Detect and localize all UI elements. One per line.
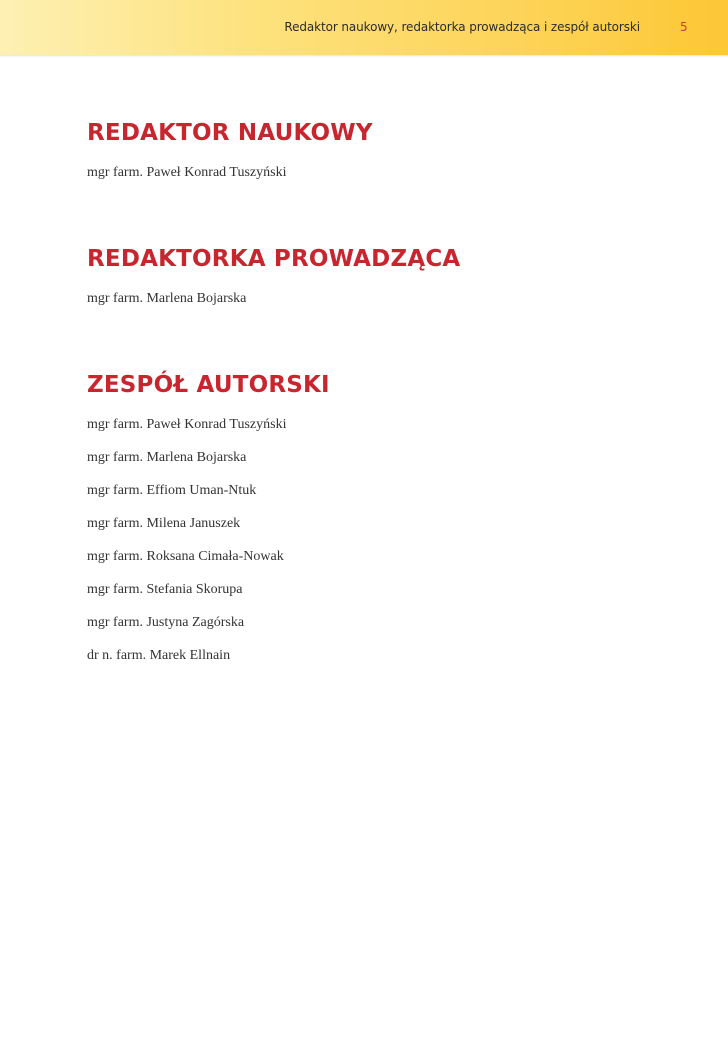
person-entry: mgr farm. Milena Januszek xyxy=(87,516,241,531)
page-header-band xyxy=(0,0,728,55)
section-title: REDAKTOR NAUKOWY xyxy=(87,120,373,146)
running-header-title: Redaktor naukowy, redaktorka prowadząca i zespół autorski xyxy=(284,20,640,34)
section-title: ZESPÓŁ AUTORSKI xyxy=(87,372,330,398)
person-entry: mgr farm. Justyna Zagórska xyxy=(87,615,245,630)
person-entry: mgr farm. Roksana Cimała-Nowak xyxy=(87,549,284,564)
section-title: REDAKTORKA PROWADZĄCA xyxy=(87,246,461,272)
person-entry: dr n. farm. Marek Ellnain xyxy=(87,648,231,663)
page-number: 5 xyxy=(680,20,688,34)
person-entry: mgr farm. Paweł Konrad Tuszyński xyxy=(87,165,287,180)
person-entry: mgr farm. Effiom Uman-Ntuk xyxy=(87,483,257,498)
section-redaktor-naukowy xyxy=(87,118,647,189)
section-redaktorka-prowadzaca xyxy=(87,244,647,315)
page-content xyxy=(87,118,647,727)
section-zespol-autorski xyxy=(87,370,647,672)
person-entry: mgr farm. Marlena Bojarska xyxy=(87,450,247,465)
person-entry: mgr farm. Marlena Bojarska xyxy=(87,291,247,306)
person-entry: mgr farm. Paweł Konrad Tuszyński xyxy=(87,417,287,432)
person-entry: mgr farm. Stefania Skorupa xyxy=(87,582,243,597)
